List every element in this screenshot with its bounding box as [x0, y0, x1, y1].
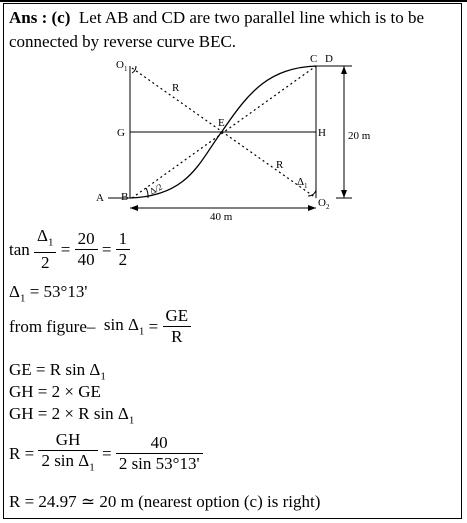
eq1-d2: 40: [75, 249, 98, 270]
eq3-den: R: [163, 326, 192, 347]
equation-sin: [9, 306, 191, 347]
eq4-text: GE = R sin Δ: [9, 360, 101, 379]
eq6-text: GH = 2 × R sin Δ: [9, 404, 129, 423]
intro-paragraph: [9, 6, 459, 54]
equation-ge: [9, 360, 106, 382]
label-d: D: [325, 53, 333, 65]
eq1-frac2: [75, 229, 98, 270]
angle-arc-o1: [132, 66, 136, 73]
eq1-eq-b: =: [101, 239, 112, 259]
eq7-frac1: [38, 430, 97, 477]
eq3-sub: 1: [138, 325, 145, 338]
eq3-eq: =: [148, 316, 159, 336]
eq1-eq-a: =: [60, 239, 71, 259]
label-dim-width: 40 m: [210, 211, 233, 222]
label-dim-height: 20 m: [348, 130, 371, 142]
eq7-d1-sub: 1: [89, 461, 95, 474]
equation-r: [9, 430, 203, 477]
equation-gh-ge: [9, 382, 101, 402]
eq5-text: GH = 2 × GE: [9, 382, 101, 401]
label-delta-half: Δ/2: [147, 181, 164, 197]
eq7-frac2: [116, 433, 203, 474]
eq6-sub: 1: [128, 414, 135, 427]
eq1-n3: 1: [118, 229, 128, 249]
eq4-sub: 1: [100, 370, 106, 383]
label-r-top: R: [172, 82, 180, 94]
eq7-n2: 40: [150, 433, 168, 453]
equation-delta-value: [9, 282, 87, 304]
equation-gh-r: [9, 404, 134, 426]
eq7-d1: 2 sin Δ: [41, 451, 90, 470]
label-delta1: Δ: [297, 176, 305, 188]
label-delta1-sub: 1: [304, 182, 308, 190]
dim-width-arrow-right: [308, 205, 316, 211]
equation-tan: [9, 226, 130, 273]
eq2-rest: = 53°13': [25, 282, 88, 301]
dim-height-arrow-top: [341, 66, 347, 74]
eq1-d1: 2: [34, 252, 56, 273]
dim-width-arrow-left: [130, 205, 138, 211]
label-o2: O: [318, 197, 326, 209]
eq2-delta: Δ: [9, 282, 20, 301]
eq3-num: GE: [165, 306, 189, 325]
eq1-frac1: [34, 226, 56, 273]
eq7-eq: =: [101, 443, 112, 463]
label-c: C: [310, 53, 318, 65]
eq1-d3: 2: [116, 249, 131, 270]
eq3-sin: sin Δ: [103, 315, 139, 335]
label-b: B: [121, 191, 129, 203]
eq3-frac: [163, 306, 192, 347]
label-o1: O: [116, 59, 124, 71]
radius-o1-e: [132, 68, 316, 198]
label-g: G: [117, 127, 125, 139]
eq2-sub: 1: [19, 292, 26, 305]
label-e: E: [218, 117, 225, 129]
reverse-curve-figure: [0, 52, 467, 222]
eq7-n1: GH: [55, 430, 81, 449]
eq1-tan: tan: [9, 239, 30, 259]
dim-height-arrow-bottom: [341, 190, 347, 198]
eq7-d2: 2 sin 53°13': [116, 453, 203, 474]
eq7-lhs: R =: [9, 443, 35, 463]
label-r-bottom: R: [276, 159, 284, 171]
eq8-text: R = 24.97 ≃ 20 m (nearest option (c) is right): [9, 492, 321, 511]
eq1-n1: Δ: [37, 226, 48, 245]
label-a: A: [96, 192, 104, 204]
equation-result: [9, 492, 320, 512]
answer-label: Ans : (c): [9, 8, 71, 27]
label-o1-sub: 1: [124, 65, 128, 73]
label-h: H: [318, 127, 326, 139]
intro-text: Let AB and CD are two parallel line which is to be connected by reverse curve BEC.: [9, 8, 424, 51]
eq3-lead: from figure–: [9, 316, 96, 336]
eq1-n2: 20: [77, 229, 95, 249]
label-o2-sub: 2: [326, 203, 330, 211]
top-rule: [0, 0, 467, 2]
eq1-n1-sub: 1: [47, 236, 54, 249]
eq1-frac3: [116, 229, 131, 270]
